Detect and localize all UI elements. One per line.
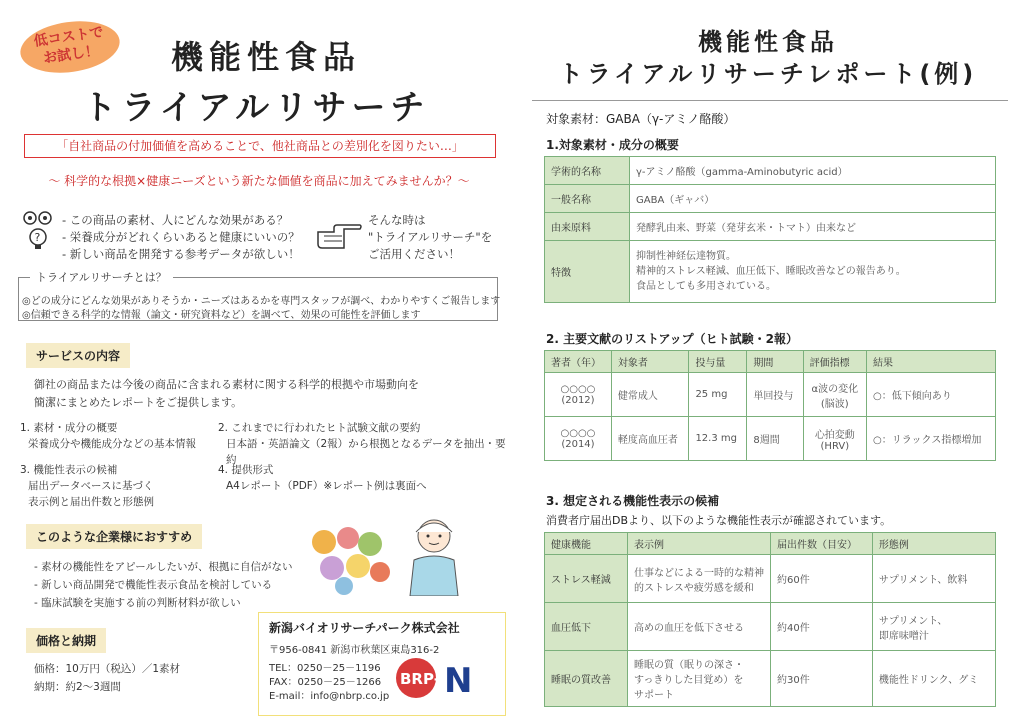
cell-author: ○○○○ (2014) bbox=[545, 417, 612, 461]
cell-period: 単回投与 bbox=[747, 373, 803, 417]
cell-example: 高めの血圧を低下させる bbox=[628, 603, 771, 651]
cell-dose: 12.3 mg bbox=[689, 417, 747, 461]
item-title: 2. これまでに行われたヒト試験文献の要約 bbox=[218, 422, 421, 434]
service-item-1 bbox=[20, 420, 196, 452]
table-row bbox=[545, 555, 996, 603]
item-desc: A4レポート（PDF）※レポート例は裏面へ bbox=[226, 480, 427, 492]
recommend-3: - 臨床試験を実施する前の判断材料が欲しい bbox=[34, 597, 241, 609]
table-row bbox=[545, 417, 996, 461]
what-is-line-2: ◎信頼できる科学的な情報（論文・研究資料など）を調べて、効果の可能性を評価します bbox=[22, 310, 421, 321]
company-tel: TEL：0250－25－1196 bbox=[269, 663, 381, 674]
section-2-heading: 2. 主要文献のリストアップ（ヒト試験・2報） bbox=[546, 332, 798, 346]
section-1-heading: 1.対象素材・成分の概要 bbox=[546, 138, 679, 152]
badge-line-2: お試し！ bbox=[42, 43, 100, 67]
cell-result: ○：リラックス指標増加 bbox=[866, 417, 995, 461]
col-form: 形態例 bbox=[872, 533, 995, 555]
question-list bbox=[62, 212, 300, 263]
price-info bbox=[34, 660, 180, 696]
report-page bbox=[512, 0, 1024, 724]
table-row bbox=[545, 213, 996, 241]
pointing-hand-icon bbox=[316, 222, 362, 252]
cell-count: 約40件 bbox=[771, 603, 873, 651]
service-item-3 bbox=[20, 462, 154, 510]
company-address: 〒956-0841 新潟市秋葉区東島316-2 bbox=[269, 645, 440, 656]
table-row bbox=[545, 373, 996, 417]
item-desc: 栄養成分や機能成分などの基本情報 bbox=[28, 438, 196, 450]
svg-text:BRP-: BRP- bbox=[400, 670, 440, 688]
overview-table bbox=[544, 156, 996, 303]
col-period: 期間 bbox=[747, 351, 803, 373]
table-row bbox=[545, 185, 996, 213]
cell-function: ストレス軽減 bbox=[545, 555, 628, 603]
question-1: - この商品の素材、人にどんな効果がある？ bbox=[62, 213, 289, 227]
section-3-heading: 3. 想定される機能性表示の候補 bbox=[546, 494, 720, 508]
cell-result: ○：低下傾向あり bbox=[866, 373, 995, 417]
service-tag: サービスの内容 bbox=[26, 343, 130, 368]
question-2: - 栄養成分がどれくらいあると健康にいいの？ bbox=[62, 230, 300, 244]
cell-indicator: α波の変化 (脳波) bbox=[803, 373, 866, 417]
table-row bbox=[545, 157, 996, 185]
col-function: 健康機能 bbox=[545, 533, 628, 555]
report-title-line-1: 機能性食品 bbox=[698, 28, 838, 56]
target-material: 対象素材：GABA（γ-アミノ酪酸） bbox=[546, 112, 736, 126]
table-header-row bbox=[545, 351, 996, 373]
company-fax: FAX：0250－25－1266 bbox=[269, 677, 382, 688]
overview-value: GABA（ギャバ） bbox=[630, 185, 996, 213]
lead-quote: 「自社商品の付加価値を高めることで、他社商品との差別化を図りたい…」 bbox=[24, 134, 496, 158]
cell-subjects: 健常成人 bbox=[611, 373, 689, 417]
front-title-line-1: 機能性食品 bbox=[170, 38, 361, 76]
col-indicator: 評価指標 bbox=[803, 351, 866, 373]
overview-value: 発酵乳由来、野菜（発芽玄米・トマト）由来など bbox=[630, 213, 996, 241]
delivery-line: 納期：約2～3週間 bbox=[34, 681, 121, 693]
table-header-row bbox=[545, 533, 996, 555]
cell-dose: 25 mg bbox=[689, 373, 747, 417]
col-example: 表示例 bbox=[628, 533, 771, 555]
overview-label: 由来原料 bbox=[545, 213, 630, 241]
food-illustration bbox=[304, 524, 396, 596]
cell-function: 血圧低下 bbox=[545, 603, 628, 651]
col-result: 結果 bbox=[866, 351, 995, 373]
question-3: - 新しい商品を開発する参考データが欲しい！ bbox=[62, 247, 300, 261]
col-subjects: 対象者 bbox=[611, 351, 689, 373]
lightbulb-icon bbox=[20, 210, 56, 250]
item-title: 3. 機能性表示の候補 bbox=[20, 464, 118, 476]
service-item-2 bbox=[218, 420, 512, 468]
subheading: ～ 科学的な根拠×健康ニーズという新たな価値を商品に加えてみませんか？～ bbox=[48, 174, 470, 188]
literature-table bbox=[544, 350, 996, 461]
section-3-note: 消費者庁届出DBより、以下のような機能性表示が確認されています。 bbox=[546, 514, 892, 527]
recommend-list bbox=[34, 558, 293, 612]
item-desc: 日本語・英語論文（2報）から根拠となるデータを抽出・要約 bbox=[226, 438, 506, 466]
service-text-2: 簡潔にまとめたレポートをご提供します。 bbox=[34, 396, 243, 409]
what-is-label: トライアルリサーチとは？ bbox=[30, 269, 173, 285]
badge-line-1: 低コストで bbox=[32, 24, 105, 50]
cell-count: 約60件 bbox=[771, 555, 873, 603]
cell-count: 約30件 bbox=[771, 651, 873, 707]
item-title: 1. 素材・成分の概要 bbox=[20, 422, 118, 434]
call-to-action bbox=[368, 212, 492, 263]
item-desc: 届出データベースに基づく 表示例と届出件数と形態例 bbox=[28, 480, 154, 508]
cta-line-1: そんな時は bbox=[368, 213, 426, 227]
recommend-1: - 素材の機能性をアピールしたいが、根拠に自信がない bbox=[34, 561, 293, 573]
service-item-4 bbox=[218, 462, 427, 494]
cta-line-2: "トライアルリサーチ"を bbox=[368, 230, 493, 244]
overview-label: 一般名称 bbox=[545, 185, 630, 213]
what-is-line-1: ◎どの成分にどんな効果がありそうか・ニーズはあるかを専門スタッフが調べ、わかりやすくご報告します bbox=[22, 296, 501, 307]
company-name: 新潟バイオリサーチパーク株式会社 bbox=[269, 621, 460, 635]
svg-text:N: N bbox=[444, 661, 473, 701]
cell-author: ○○○○ (2012) bbox=[545, 373, 612, 417]
table-row bbox=[545, 651, 996, 707]
recommend-2: - 新しい商品開発で機能性表示食品を検討している bbox=[34, 579, 273, 591]
overview-label: 学術的名称 bbox=[545, 157, 630, 185]
cell-example: 睡眠の質（眠りの深さ・ すっきりした目覚め）を サポート bbox=[628, 651, 771, 707]
item-title: 4. 提供形式 bbox=[218, 464, 274, 476]
col-dose: 投与量 bbox=[689, 351, 747, 373]
cell-subjects: 軽度高血圧者 bbox=[611, 417, 689, 461]
col-count: 届出件数（目安） bbox=[771, 533, 873, 555]
service-text bbox=[34, 376, 419, 412]
cell-indicator: 心拍変動 (HRV) bbox=[803, 417, 866, 461]
report-title-line-2: トライアルリサーチレポート(例) bbox=[558, 60, 978, 88]
cta-line-3: ご活用ください！ bbox=[368, 247, 460, 261]
researcher-illustration bbox=[402, 512, 466, 596]
cell-example: 仕事などによる一時的な精神的ストレスや疲労感を緩和 bbox=[628, 555, 771, 603]
title-divider bbox=[532, 100, 1008, 101]
overview-value: 抑制性神経伝達物質。 精神的ストレス軽減、血圧低下、睡眠改善などの報告あり。 食品としても多用されている。 bbox=[630, 241, 996, 303]
svg-text:?: ? bbox=[34, 231, 41, 244]
cell-form: サプリメント、飲料 bbox=[872, 555, 995, 603]
col-author: 著者（年） bbox=[545, 351, 612, 373]
cell-form: サプリメント、 即席味噌汁 bbox=[872, 603, 995, 651]
table-row bbox=[545, 241, 996, 303]
service-text-1: 御社の商品または今後の商品に含まれる素材に関する科学的根拠や市場動向を bbox=[34, 378, 419, 391]
price-line: 価格：10万円（税込）／1素材 bbox=[34, 663, 181, 675]
overview-label: 特徴 bbox=[545, 241, 630, 303]
claims-table bbox=[544, 532, 996, 707]
overview-value: γ-アミノ酪酸（gamma-Aminobutyric acid） bbox=[630, 157, 996, 185]
cell-function: 睡眠の質改善 bbox=[545, 651, 628, 707]
price-tag: 価格と納期 bbox=[26, 628, 106, 653]
company-logo bbox=[392, 654, 492, 706]
recommend-tag: このような企業様におすすめ bbox=[26, 524, 202, 549]
cell-period: 8週間 bbox=[747, 417, 803, 461]
front-title-line-2: トライアルリサーチ bbox=[82, 88, 430, 128]
company-email[interactable]: E-mail：info@nbrp.co.jp bbox=[269, 691, 390, 702]
cell-form: 機能性ドリンク、グミ bbox=[872, 651, 995, 707]
table-row bbox=[545, 603, 996, 651]
